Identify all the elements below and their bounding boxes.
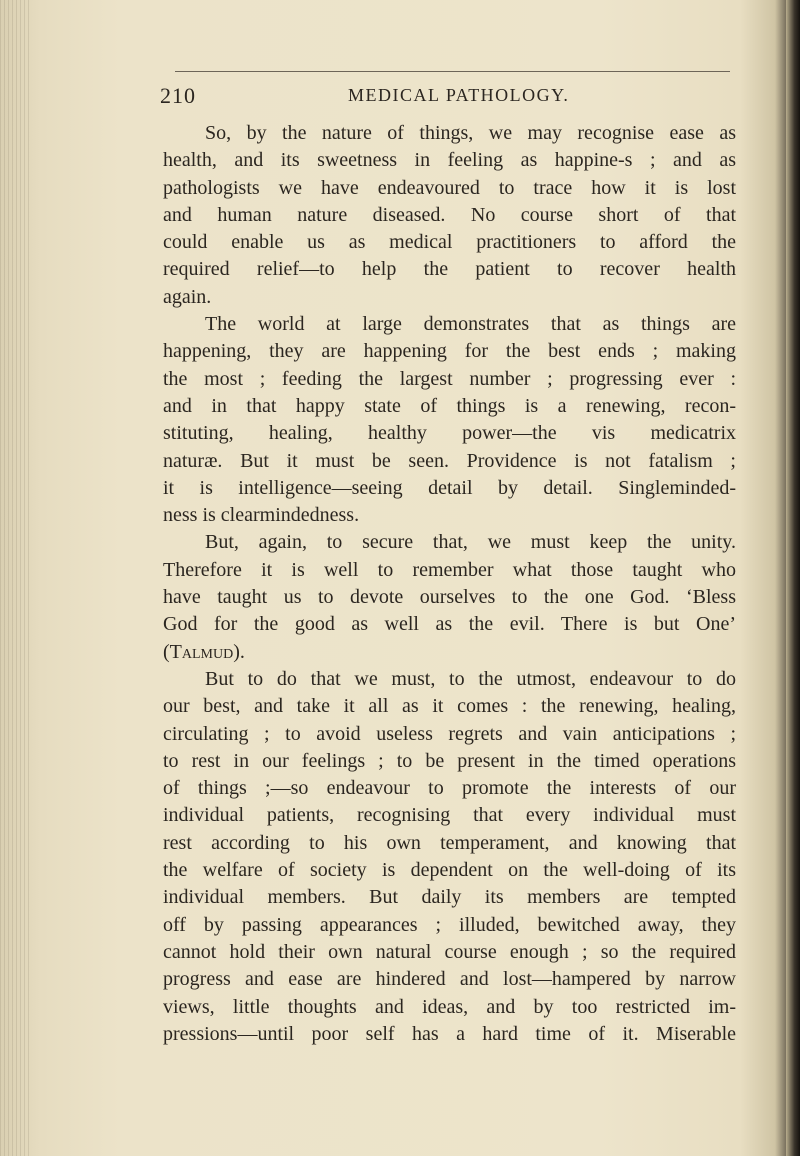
text-line: So, by the nature of things, we may recognise ease as: [205, 122, 736, 144]
text-line: individual members. But daily its members are tempted: [163, 886, 736, 909]
page-number: 210: [160, 83, 196, 108]
text-line: progress and ease are hindered and lost—hampered by narrow: [163, 968, 736, 991]
text-line: The world at large demonstrates that as things are: [205, 313, 736, 336]
page-edge: [786, 0, 800, 1156]
text-line: God for the good as well as the evil. There is but One’: [163, 613, 736, 636]
text-line: and human nature diseased. No course short of that: [163, 203, 736, 226]
text-line: our best, and take it all as it comes : the renewing, healing,: [163, 695, 736, 718]
page-header: [160, 83, 735, 117]
text-line: off by passing appearances ; illuded, bewitched away, they: [163, 913, 736, 936]
text-line: to rest in our feelings ; to be present in the timed operations: [163, 749, 736, 772]
body-text: [163, 120, 736, 1048]
text-line: cannot hold their own natural course enough ; so the required: [163, 940, 736, 963]
text-line: have taught us to devote ourselves to the one God. ‘Bless: [163, 586, 736, 609]
text-line: But to do that we must, to the utmost, endeavour to do: [205, 667, 736, 690]
text-line: could enable us as medical practitioners to afford the: [163, 231, 736, 254]
text-line: individual patients, recognising that every individual must: [163, 804, 736, 827]
text-line: again.: [163, 285, 212, 308]
text-line: it is intelligence—seeing detail by detail. Singleminded-: [163, 476, 736, 499]
text-line: and in that happy state of things is a renewing, recon-: [163, 394, 736, 417]
page-gutter: [0, 0, 30, 1156]
text-line: ness is clearmindedness.: [163, 504, 360, 527]
text-line: required relief—to help the patient to recover health: [163, 258, 736, 281]
text-line: views, little thoughts and ideas, and by too restricted im-: [163, 995, 736, 1018]
text-line: rest according to his own temperament, and knowing that: [163, 831, 736, 854]
text-line: (Talmud).: [163, 640, 245, 663]
text-line: happening, they are happening for the best ends ; making: [163, 340, 736, 363]
text-line: stituting, healing, healthy power—the vis medicatrix: [163, 422, 736, 445]
text-line: of things ;—so endeavour to promote the interests of our: [163, 777, 736, 800]
text-line: circulating ; to avoid useless regrets and vain anticipations ;: [163, 722, 736, 745]
text-line: pressions—until poor self has a hard time of it. Miserable: [163, 1022, 736, 1045]
running-head: MEDICAL PATHOLOGY.: [348, 85, 570, 105]
text-line: the most ; feeding the largest number ; progressing ever :: [163, 367, 736, 390]
text-line: the welfare of society is dependent on the well-doing of its: [163, 859, 736, 882]
text-line: Therefore it is well to remember what those taught who: [163, 558, 736, 581]
text-line: But, again, to secure that, we must keep the unity.: [205, 531, 736, 554]
header-rule: [175, 71, 730, 72]
text-line: health, and its sweetness in feeling as happine-s ; and as: [163, 149, 736, 172]
text-line: naturæ. But it must be seen. Providence is not fatalism ;: [163, 449, 736, 472]
text-line: pathologists we have endeavoured to trace how it is lost: [163, 176, 736, 199]
